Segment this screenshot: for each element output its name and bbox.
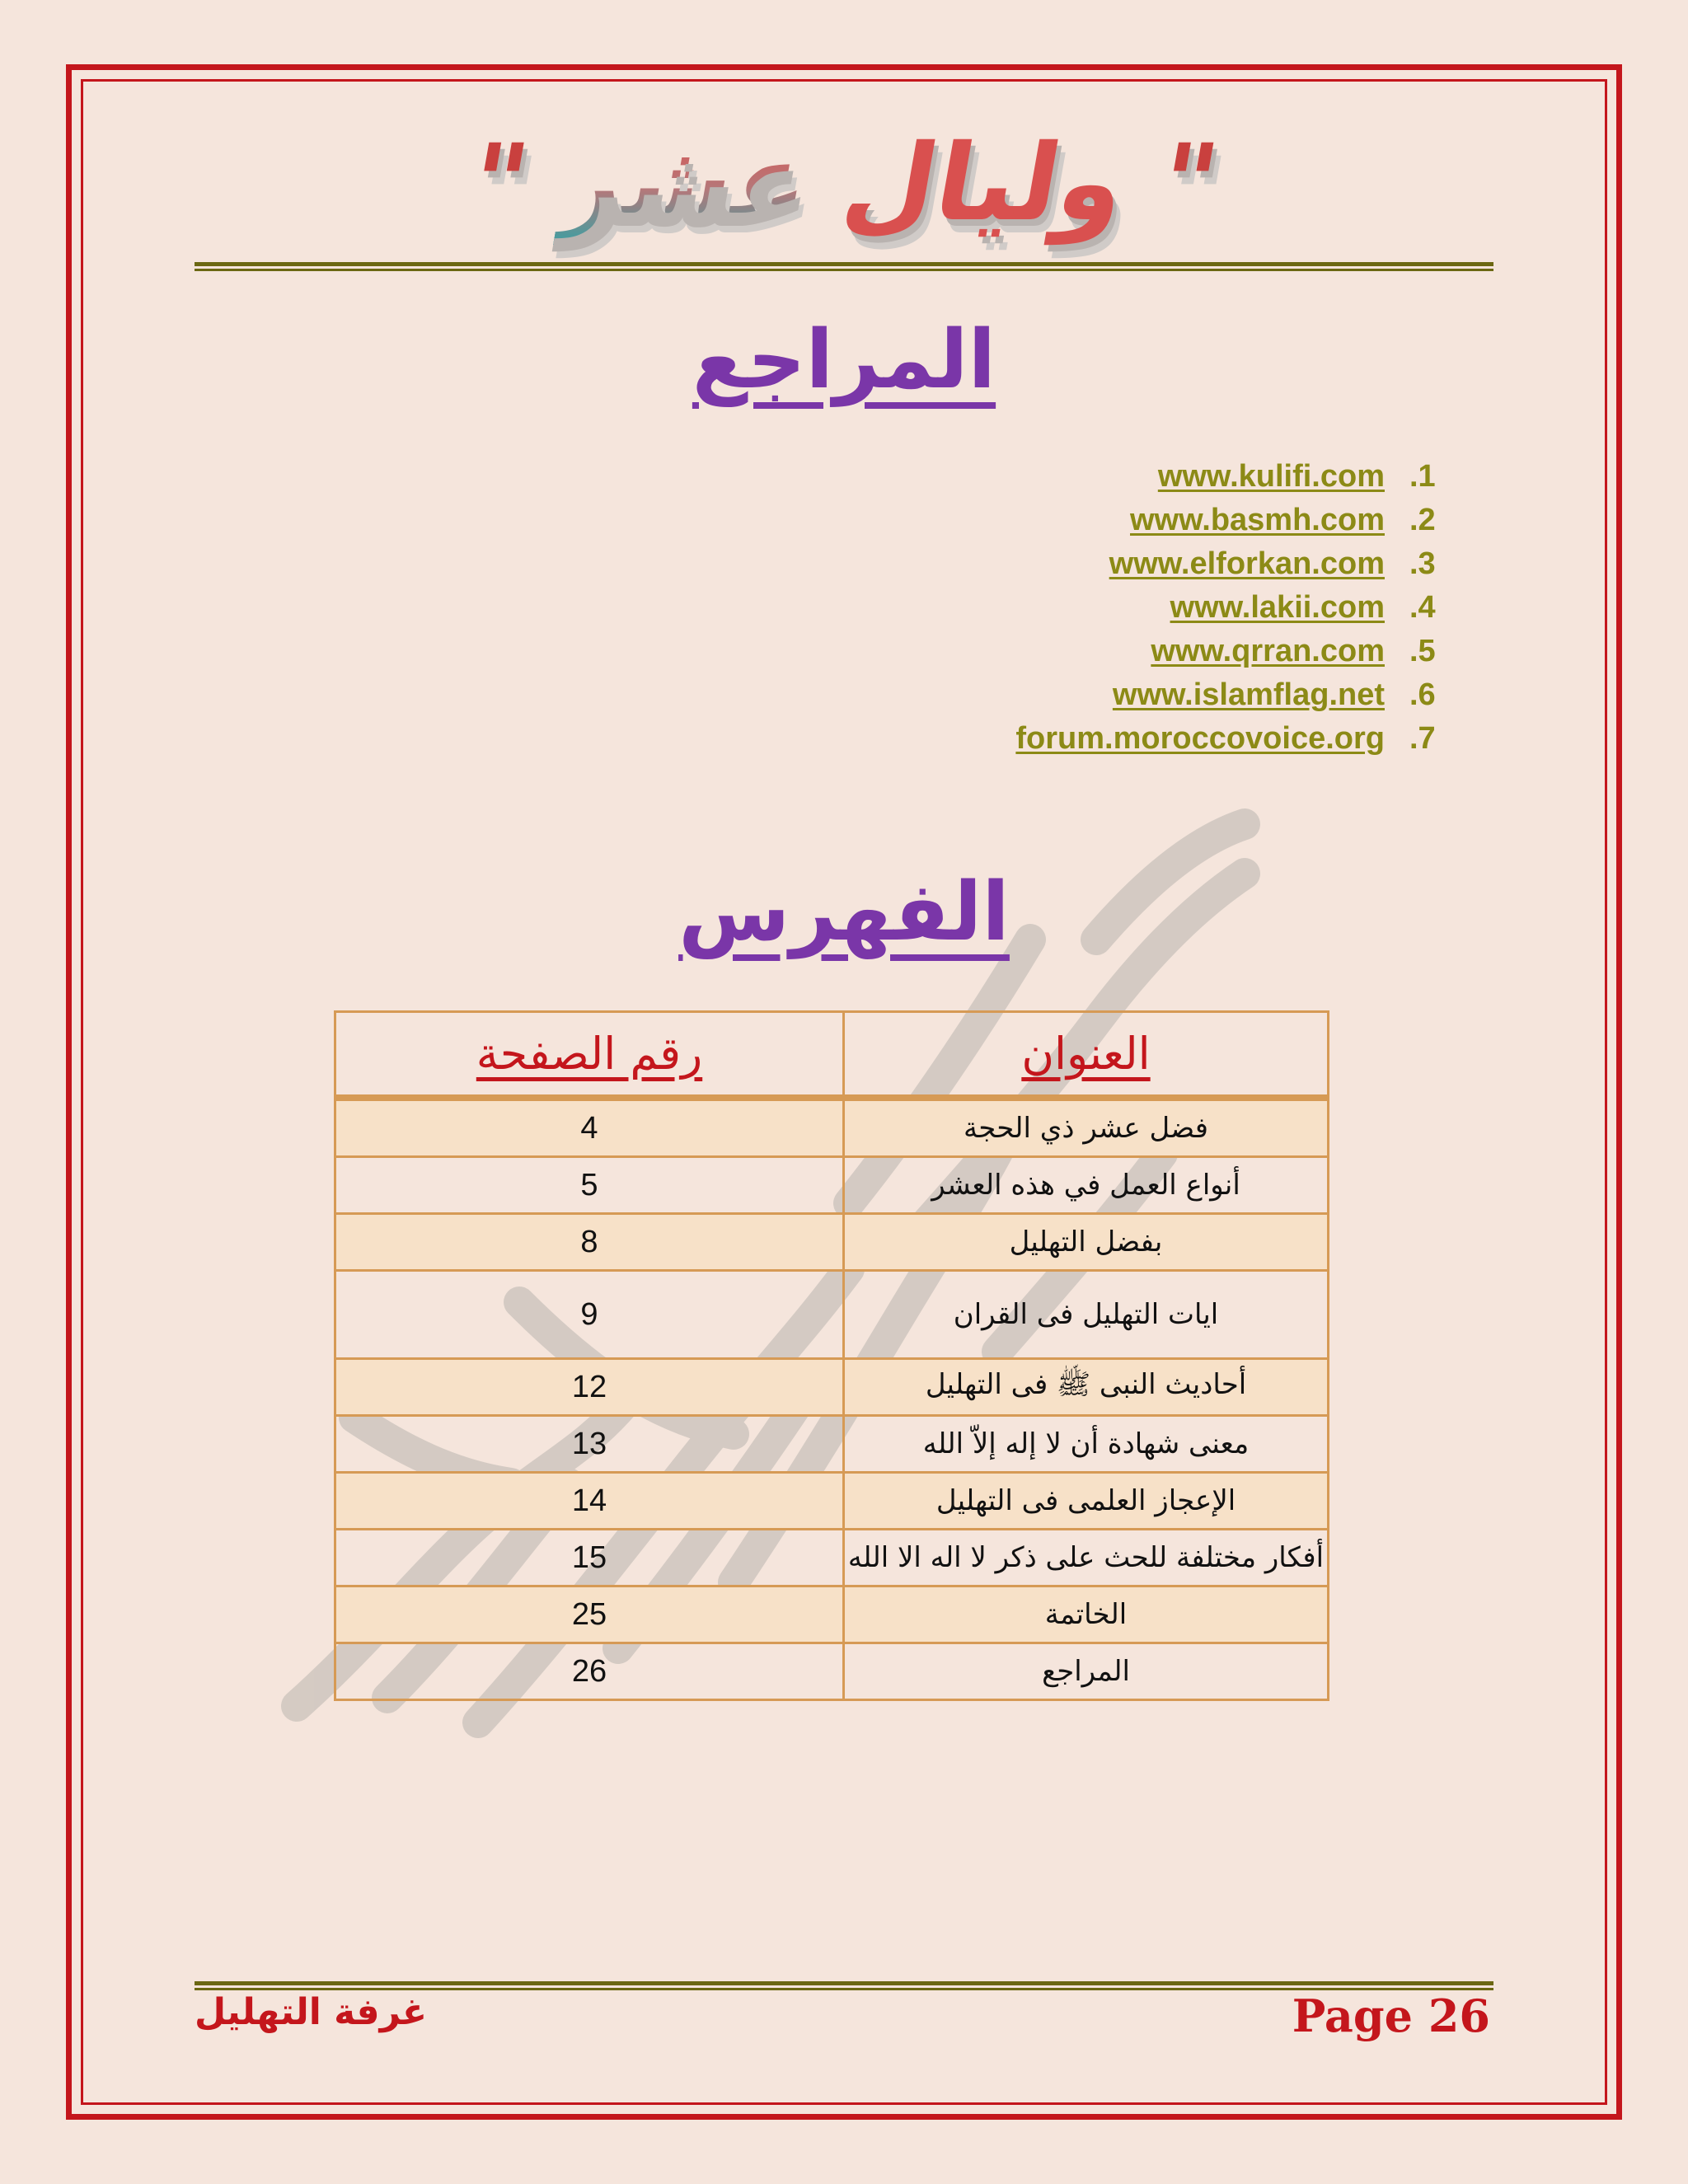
row-page: 14: [335, 1473, 844, 1530]
document-title: [0, 97, 1688, 270]
table-row: [335, 1586, 1329, 1643]
list-number: .2: [1409, 503, 1436, 537]
row-page: 15: [335, 1530, 844, 1586]
row-title: الإعجاز العلمى فى التهليل: [844, 1473, 1329, 1530]
references-heading: المراجع: [692, 313, 996, 407]
list-number: .4: [1409, 590, 1436, 625]
table-row: [335, 1473, 1329, 1530]
list-item: [907, 542, 1451, 586]
index-table: [334, 1010, 1329, 1701]
table-row: [335, 1530, 1329, 1586]
row-page: 13: [335, 1416, 844, 1473]
table-header-row: [335, 1012, 1329, 1099]
list-item: [907, 586, 1451, 630]
table-row: [335, 1271, 1329, 1359]
reference-link[interactable]: www.islamflag.net: [1112, 677, 1385, 712]
list-item: [907, 717, 1451, 761]
table-row: [335, 1359, 1329, 1416]
list-number: .7: [1409, 721, 1436, 756]
title-quote-left: ": [1150, 122, 1227, 245]
reference-link[interactable]: www.lakii.com: [1170, 590, 1385, 625]
row-title: ايات التهليل فى القران: [844, 1271, 1329, 1359]
row-page: 4: [335, 1098, 844, 1157]
row-title: معنى شهادة أن لا إله إلاّ الله: [844, 1416, 1329, 1473]
row-title: أحاديث النبى ﷺ فى التهليل: [844, 1359, 1329, 1416]
reference-link[interactable]: www.elforkan.com: [1109, 546, 1385, 581]
list-item: [907, 630, 1451, 673]
row-title: أفكار مختلفة للحث على ذكر لا اله الا الله: [844, 1530, 1329, 1586]
list-item: [907, 673, 1451, 717]
title-word-2: عشر: [552, 122, 820, 245]
column-header-title: العنوان: [844, 1012, 1329, 1099]
title-quote-right: ": [461, 122, 538, 245]
footer-section-name: غرفة التهليل: [195, 1991, 428, 2033]
reference-link[interactable]: www.basmh.com: [1130, 503, 1385, 537]
header-divider: [195, 262, 1493, 271]
list-number: .5: [1409, 634, 1436, 668]
list-number: .6: [1409, 677, 1436, 712]
reference-link[interactable]: forum.moroccovoice.org: [1015, 721, 1385, 756]
row-page: 12: [335, 1359, 844, 1416]
references-list: [907, 455, 1451, 761]
row-title: أنواع العمل في هذه العشر: [844, 1157, 1329, 1214]
row-title: فضل عشر ذي الحجة: [844, 1098, 1329, 1157]
row-page: 9: [335, 1271, 844, 1359]
row-title: المراجع: [844, 1643, 1329, 1700]
index-heading: الفهرس: [678, 865, 1010, 959]
reference-link[interactable]: www.kulifi.com: [1157, 459, 1385, 494]
list-number: .3: [1409, 546, 1436, 581]
table-row: [335, 1157, 1329, 1214]
reference-link[interactable]: www.qrran.com: [1151, 634, 1385, 668]
table-row: [335, 1643, 1329, 1700]
row-title: بفضل التهليل: [844, 1214, 1329, 1271]
row-page: 26: [335, 1643, 844, 1700]
row-page: 25: [335, 1586, 844, 1643]
table-row: [335, 1214, 1329, 1271]
list-number: .1: [1409, 459, 1436, 494]
row-page: 5: [335, 1157, 844, 1214]
list-item: [907, 455, 1451, 499]
row-page: 8: [335, 1214, 844, 1271]
title-word-1: وليال: [834, 122, 1136, 245]
list-item: [907, 499, 1451, 542]
table-row: [335, 1098, 1329, 1157]
page-number: Page 26: [1292, 1990, 1490, 2042]
table-row: [335, 1416, 1329, 1473]
column-header-page: رقم الصفحة: [335, 1012, 844, 1099]
row-title: الخاتمة: [844, 1586, 1329, 1643]
